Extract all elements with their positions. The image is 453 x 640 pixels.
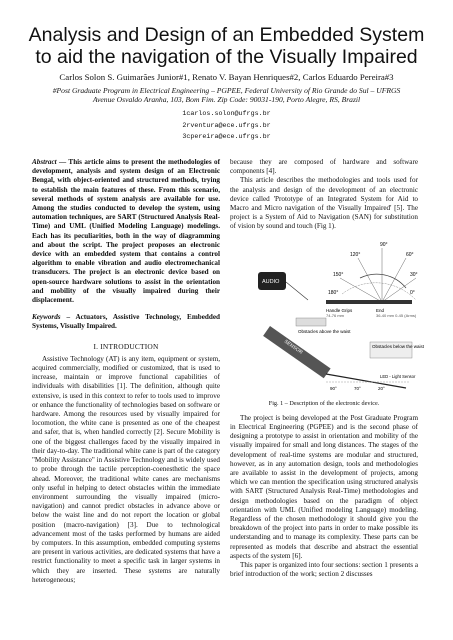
abstract-label: Abstract xyxy=(32,158,57,166)
handle-sub-label: 74-76 mm xyxy=(326,312,345,318)
angle-label-180: 180° xyxy=(328,289,339,296)
left-column xyxy=(32,158,220,585)
audio-label: AUDIO xyxy=(262,278,280,285)
angle-ref-c: 20° xyxy=(378,385,385,391)
affiliation-address: Avenue Osvaldo Aranha, 103, Bom Fim. Zip Code: 90031-190, Porto Alegre, RS, Brazil xyxy=(92,95,361,105)
device-diagram xyxy=(230,238,425,398)
figure-caption: Fig. 1 – Description of the electronic device. xyxy=(268,399,380,407)
affiliation xyxy=(10,86,443,105)
keywords-text: – Actuators, Assistive Technology, Embedded Systems, Visually Impaired. xyxy=(32,313,220,331)
keywords xyxy=(32,313,220,331)
paragraph-description: This article describes the methodologies and tools used for the analysis and design of the development of an electronic device called 'Prototype of an Integrated System for Aid to Macro and Micro navigation of the Visually Impaired' [5]. The project is a System of Aid to Navigation (SAN) for substitution of vision by sound and touch (Fig 1). xyxy=(230,176,418,231)
right-column xyxy=(230,158,425,579)
audio-cable xyxy=(286,282,308,300)
angle-label-90: 90° xyxy=(380,241,388,248)
handle-bar xyxy=(326,300,412,304)
angle-label-120: 120° xyxy=(350,251,361,258)
paragraph-continued: because they are composed of hardware and software components [4]. xyxy=(230,158,418,176)
angle-label-60: 60° xyxy=(406,251,414,258)
angle-ref-a: 90° xyxy=(330,385,337,391)
angle-label-30: 30° xyxy=(410,271,418,278)
sensor-box-label: SENSOR xyxy=(282,338,304,356)
end-sub-label: 36-40 mm 0-45 (Arms) xyxy=(376,312,417,318)
angle-arc xyxy=(360,274,406,288)
email-3[interactable]: 3cpereira@ece.ufrgs.br xyxy=(182,133,271,142)
handle-label: Handle Grips xyxy=(326,307,353,313)
affiliation-line: #Post Graduate Program in Electrical Engineering – PGPEE, Federal University of Rio Grande do Sul – UFRGS xyxy=(52,86,401,95)
angle-label-150: 150° xyxy=(333,271,344,278)
figure-electronic-device xyxy=(230,238,425,398)
paper-title: Analysis and Design of an Embedded System to aid the navigation of the Visually Impaired xyxy=(28,24,425,68)
email-1[interactable]: 1carlos.solon@ufrgs.br xyxy=(182,110,271,118)
abstract xyxy=(32,158,220,305)
angle-ref-b: 70° xyxy=(354,385,361,391)
led-sensor-label: LED - Light Sensor xyxy=(380,373,416,379)
end-label: End xyxy=(376,307,385,313)
author-list: Carlos Solon S. Guimarães Junior#1, Renato V. Bayan Henriques#2, Carlos Eduardo Pereira#3 xyxy=(59,72,394,82)
keywords-label: Keywords xyxy=(32,313,61,322)
email-2[interactable]: 2rventura@ece.ufrgs.br xyxy=(182,121,271,130)
angle-label-0: 0° xyxy=(410,289,415,296)
email-list xyxy=(10,109,443,144)
obstacle-above-label: Obstacles above the waist xyxy=(298,328,351,334)
angle-line-60 xyxy=(382,258,406,302)
paragraph-project: The project is being developed at the Post Graduate Program in Electrical Engineering (PGPEE) and is the second phase of designing a prototype to assist in orientation and mobility of the visually impaired for small and long distances. The stages of the development of real-time systems are modular and structured, however, as in any automation design, tools and methodologies are available to assist in the development of projects, among which we can mention the specification using structured analysis with SART (Structured Analysis Real-Time) methodologies and design methodologies based on the paradigm of object orientation with UML (Unified modeling Language) modeling. Regardless of the chosen methodology it should give you the breakdown of the project into parts in order to make possible its understanding and to manage its complexity. These parts can be represented as models that describe and abstract the essential aspects of the system [6]. xyxy=(230,413,418,560)
section-heading-introduction: I. INTRODUCTION xyxy=(93,341,159,351)
intro-paragraph: Assistive Technology (AT) is any item, equipment or system, acquired commercially, modified or customized, that is used to increase, maintain or improve functional capabilities of individuals with disabilities [1]. The definition, although quite extensive, is used in this context to refer to tools used to improve or enhance the functionality of technologies based on software or hardware. Among the resources used by visually impaired for locomotion, the white cane is presented as one of the cheapest and safer, that is, when handled correctly [2]. Secure Mobility is one of the biggest challenges faced by the visually impaired in their day-to-day. The traditional white cane is part of the category "Mobility Assistance" in Assistive Technology and is widely used to probe through the tactile perception-coenesthetic the space ahead. Moreover, the traditional white canes are mechanisms only useful in helping to detect obstacles within the immediate environment surrounding the visually impaired (micro-navigation) and cannot predict obstacles in advance above or below the waist line and do not report the location or global position (macro-navigation) [3]. Due to technological advancement most of the tasks performed by humans are aided by computers. In this assumption, embedded computing systems are present in various activities, are dedicated systems that have a restrict functionality to meet a specific task in larger systems in which they are inserted. These systems are naturally heterogeneous; xyxy=(32,354,220,584)
abstract-text: — This article aims to present the methodologies of development, analysis and system design of an Electronic Bengal, with object-oriented and structured methods, trying to establish the main features of these. From this scenario, several methods of system analysis are available for use. Among the studies conducted to develop the system, using automation techniques, are SART (Structured Analysis Real-Time) and UML (Unified Modeling Language) modelings. Each has its peculiarities, both in the way of diagramming and about the script. The project proposes an electronic device with an embedded system that contains a control algorithm to enable vibration and audio electromechanical transducers. The project is an electronic device based on open-source hardware solutions to assist in the orientation and mobility of the visually impaired during their displacement. xyxy=(32,158,220,305)
obstacle-box-above xyxy=(296,318,326,326)
obstacle-below-label: Obstacles below the waist xyxy=(372,343,425,349)
paragraph-organization: This paper is organized into four sections: section 1 presents a brief introduction of the work; section 2 discusses xyxy=(230,561,418,579)
